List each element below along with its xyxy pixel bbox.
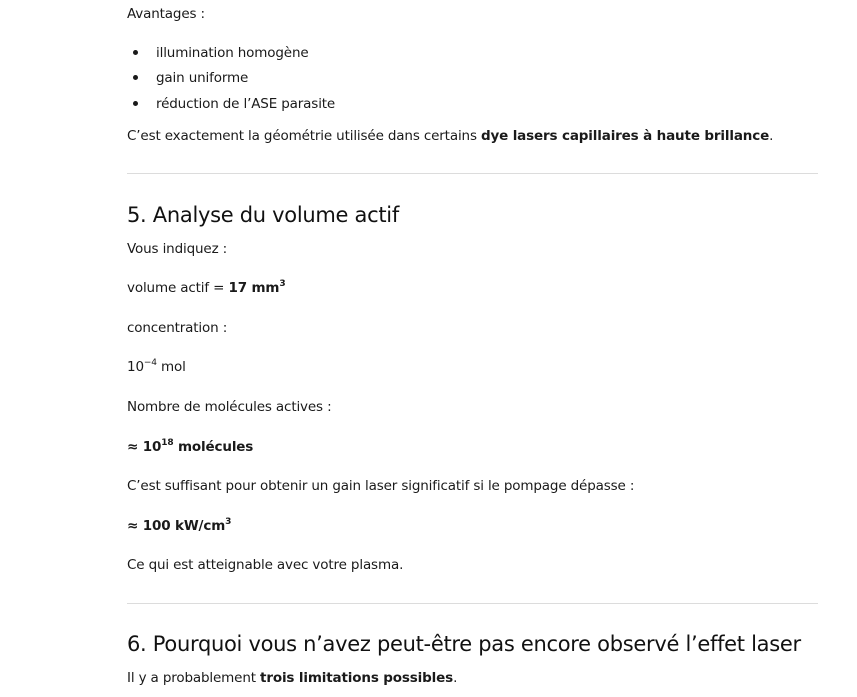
list-item-text: réduction de l’ASE parasite [156,96,336,112]
conclusion-text: C’est exactement la géométrie utilisée dans certains [127,128,481,144]
intro-emphasis: trois limitations possibles [260,670,454,686]
pump-value [127,517,231,535]
concentration-value [127,358,186,376]
pump-value-text: ≈ 100 kW/cm [127,518,226,534]
volume-exponent: 3 [279,278,286,289]
bullet-icon [133,101,138,106]
pump-text: C’est suffisant pour obtenir un gain laser significatif si le pompage dépasse : [127,478,635,494]
section-divider [127,173,818,174]
volume-value-text: 17 mm [228,280,280,296]
section-5-intro: Vous indiquez : [127,241,228,257]
advantages-conclusion [127,127,773,145]
molecules-label: Nombre de molécules actives : [127,399,332,415]
section-6-heading: 6. Pourquoi vous n’avez peut-être pas encore observé l’effet laser [127,632,801,656]
section-5-conclusion: Ce qui est atteignable avec votre plasma. [127,557,404,573]
section-5-heading: 5. Analyse du volume actif [127,203,399,227]
intro-text: Il y a probablement [127,670,261,686]
concentration-base: 10 [127,359,144,375]
conclusion-period: . [769,128,774,144]
list-item-text: illumination homogène [156,45,309,61]
section-divider [127,603,818,604]
molecules-unit: molécules [173,439,254,455]
list-item-text: gain uniforme [156,70,249,86]
pump-exponent: 3 [225,516,232,527]
section-6-intro [127,669,457,687]
bullet-icon [133,75,138,80]
bullet-icon [133,50,138,55]
molecules-prefix: ≈ 10 [127,439,162,455]
volume-line [127,279,285,297]
molecules-value [127,438,253,456]
advantages-intro: Avantages : [127,6,205,22]
volume-label: volume actif = [127,280,229,296]
molecules-exponent: 18 [161,437,174,448]
volume-value [228,280,285,296]
conclusion-emphasis: dye lasers capillaires à haute brillance [480,128,770,144]
concentration-unit: mol [156,359,186,375]
concentration-label: concentration : [127,320,228,336]
intro-period: . [453,670,458,686]
concentration-exponent: −4 [143,357,157,368]
